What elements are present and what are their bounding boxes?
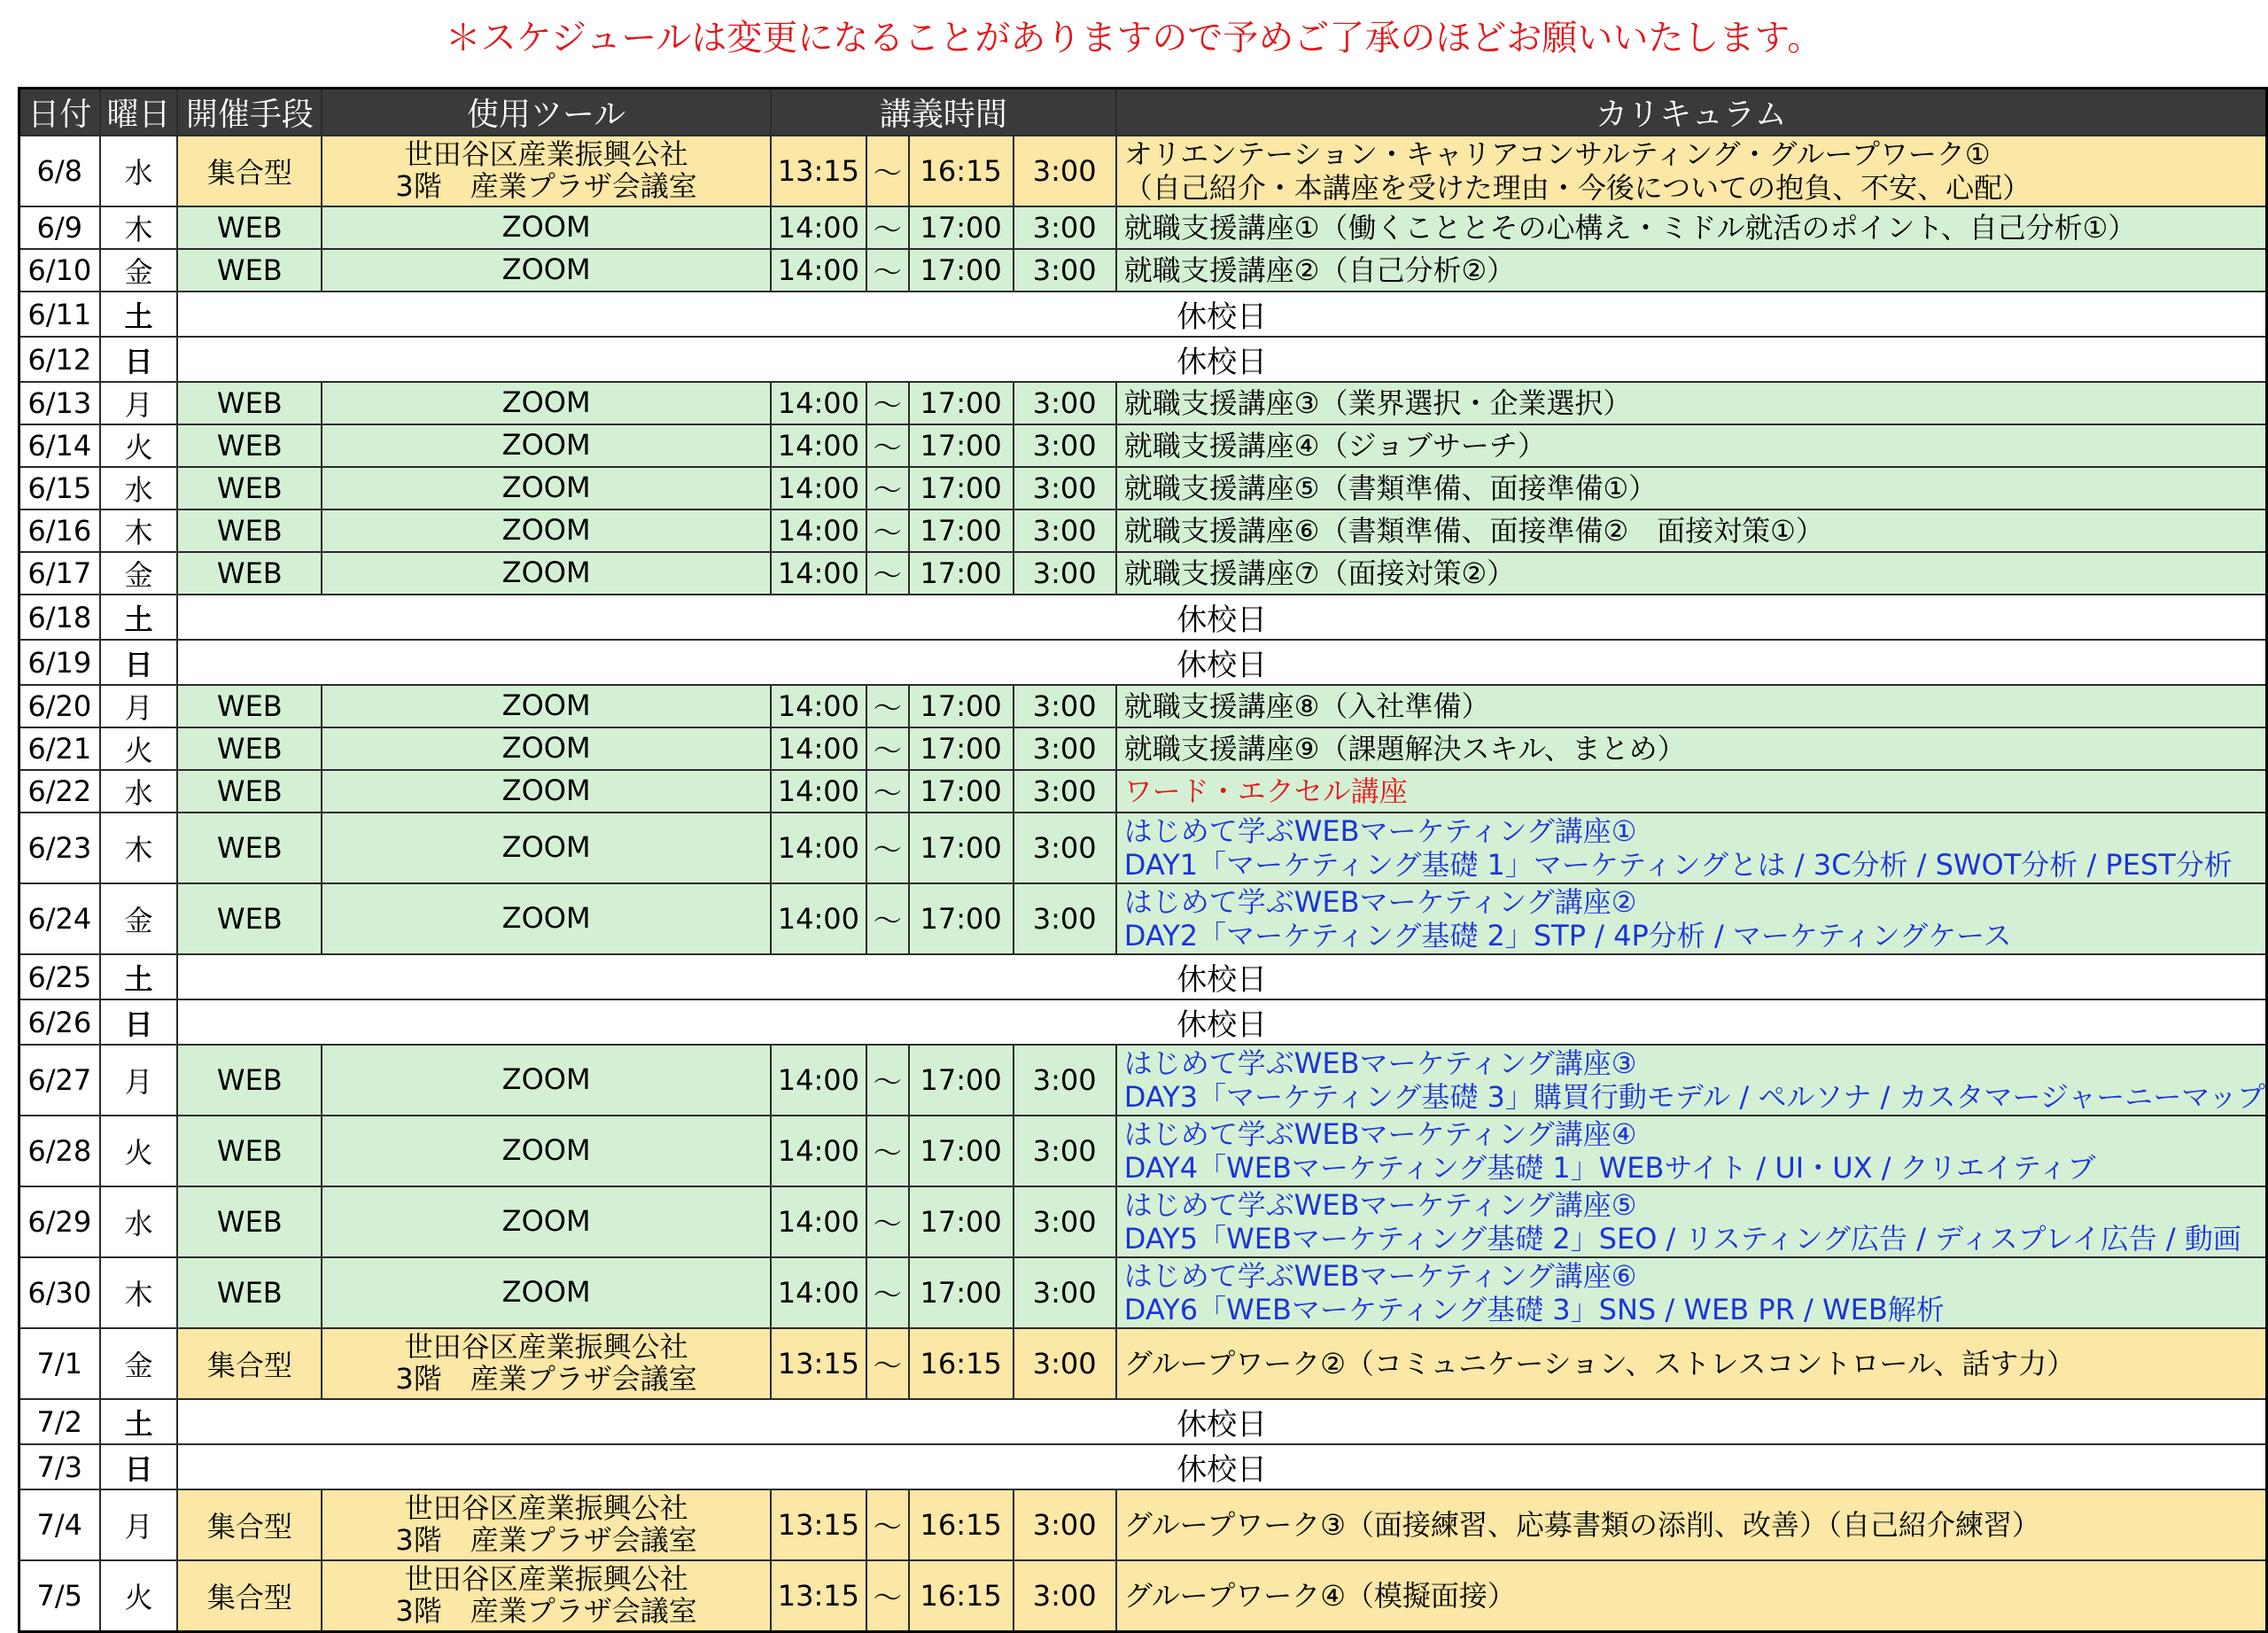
header-mode: 開催手段 bbox=[177, 89, 322, 136]
start-time-cell: 14:00 bbox=[771, 685, 866, 727]
tool-cell bbox=[322, 1257, 771, 1328]
holiday-cell: 休校日 bbox=[177, 292, 2266, 337]
table-row bbox=[19, 954, 2267, 999]
table-header-row bbox=[19, 89, 2267, 136]
weekday-cell: 日 bbox=[100, 999, 178, 1045]
weekday-cell: 水 bbox=[100, 770, 178, 813]
table-row bbox=[19, 685, 2267, 727]
duration-cell: 3:00 bbox=[1014, 509, 1116, 552]
mode-cell: WEB bbox=[177, 467, 322, 509]
date-cell: 6/13 bbox=[19, 382, 100, 424]
tilde-cell: 〜 bbox=[866, 1489, 909, 1560]
weekday-cell: 月 bbox=[100, 382, 178, 424]
start-time-cell: 13:15 bbox=[771, 136, 866, 206]
duration-cell: 3:00 bbox=[1014, 1045, 1116, 1116]
header-dow: 曜日 bbox=[100, 89, 178, 136]
date-cell: 7/3 bbox=[19, 1444, 100, 1489]
end-time-cell: 17:00 bbox=[909, 424, 1014, 467]
weekday-cell: 木 bbox=[100, 509, 178, 552]
table-row bbox=[19, 249, 2267, 292]
holiday-cell: 休校日 bbox=[177, 1399, 2266, 1444]
curriculum-cell bbox=[1116, 1045, 2267, 1116]
date-cell: 6/9 bbox=[19, 206, 100, 249]
curriculum-line: グループワーク②（コミュニケーション、ストレスコントロール、話す力） bbox=[1123, 1346, 2076, 1380]
end-time-cell: 17:00 bbox=[909, 685, 1014, 727]
curriculum-line: DAY1「マーケティング基礎 1」マーケティングとは / 3C分析 / SWOT分析 / PEST分析 bbox=[1123, 848, 2233, 882]
header-tool: 使用ツール bbox=[322, 89, 771, 136]
end-time-cell: 17:00 bbox=[909, 1045, 1014, 1116]
mode-cell: WEB bbox=[177, 883, 322, 954]
holiday-cell: 休校日 bbox=[177, 337, 2266, 382]
tool-cell bbox=[322, 1186, 771, 1257]
tool-line: ZOOM bbox=[501, 513, 591, 548]
date-cell: 6/19 bbox=[19, 640, 100, 685]
duration-cell: 3:00 bbox=[1014, 685, 1116, 727]
tool-line: 世田谷区産業振興公社 bbox=[404, 1561, 688, 1596]
curriculum-line: 就職支援講座⑤（書類準備、面接準備①） bbox=[1123, 470, 1658, 505]
curriculum-cell bbox=[1116, 509, 2267, 552]
start-time-cell: 14:00 bbox=[771, 1257, 866, 1328]
end-time-cell: 17:00 bbox=[909, 1116, 1014, 1186]
curriculum-cell bbox=[1116, 1328, 2267, 1399]
curriculum-line: DAY5「WEBマーケティング基礎 2」SEO / リスティング広告 / ディスプレイ広告 / 動画 bbox=[1123, 1222, 2241, 1256]
date-cell: 6/16 bbox=[19, 509, 100, 552]
tool-line: ZOOM bbox=[501, 1062, 591, 1097]
tool-cell bbox=[322, 727, 771, 770]
start-time-cell: 13:15 bbox=[771, 1489, 866, 1560]
curriculum-line: 就職支援講座⑥（書類準備、面接準備② 面接対策①） bbox=[1123, 513, 1824, 548]
duration-cell: 3:00 bbox=[1014, 382, 1116, 424]
mode-cell: WEB bbox=[177, 770, 322, 813]
curriculum-line: はじめて学ぶWEBマーケティング講座④ bbox=[1123, 1116, 1637, 1151]
mode-cell: 集合型 bbox=[177, 1489, 322, 1560]
table-row bbox=[19, 640, 2267, 685]
date-cell: 7/4 bbox=[19, 1489, 100, 1560]
table-row bbox=[19, 813, 2267, 883]
curriculum-line: 就職支援講座⑨（課題解決スキル、まとめ） bbox=[1123, 731, 1686, 766]
duration-cell: 3:00 bbox=[1014, 1257, 1116, 1328]
date-cell: 6/21 bbox=[19, 727, 100, 770]
tool-cell bbox=[322, 813, 771, 883]
table-row bbox=[19, 727, 2267, 770]
curriculum-line: はじめて学ぶWEBマーケティング講座⑥ bbox=[1123, 1258, 1637, 1293]
curriculum-cell bbox=[1116, 685, 2267, 727]
curriculum-cell bbox=[1116, 883, 2267, 954]
mode-cell: WEB bbox=[177, 1116, 322, 1186]
tool-cell bbox=[322, 552, 771, 595]
schedule-change-notice: ＊スケジュールは変更になることがありますので予めご了承のほどお願いいたします。 bbox=[445, 18, 1823, 58]
duration-cell: 3:00 bbox=[1014, 1328, 1116, 1399]
date-cell: 6/27 bbox=[19, 1045, 100, 1116]
tilde-cell: 〜 bbox=[866, 206, 909, 249]
tilde-cell: 〜 bbox=[866, 813, 909, 883]
curriculum-line: DAY3「マーケティング基礎 3」購買行動モデル / ペルソナ / カスタマージャーニーマップ bbox=[1123, 1080, 2265, 1114]
table-row bbox=[19, 1186, 2267, 1257]
weekday-cell: 金 bbox=[100, 552, 178, 595]
start-time-cell: 14:00 bbox=[771, 883, 866, 954]
tool-cell bbox=[322, 206, 771, 249]
tool-line: ZOOM bbox=[501, 470, 591, 505]
duration-cell: 3:00 bbox=[1014, 136, 1116, 206]
weekday-cell: 土 bbox=[100, 954, 178, 999]
weekday-cell: 金 bbox=[100, 249, 178, 292]
start-time-cell: 14:00 bbox=[771, 382, 866, 424]
weekday-cell: 木 bbox=[100, 813, 178, 883]
curriculum-cell bbox=[1116, 382, 2267, 424]
table-row bbox=[19, 1328, 2267, 1399]
table-row bbox=[19, 1045, 2267, 1116]
tool-line: ZOOM bbox=[501, 901, 591, 936]
duration-cell: 3:00 bbox=[1014, 206, 1116, 249]
tool-cell bbox=[322, 883, 771, 954]
tool-line: ZOOM bbox=[501, 1275, 591, 1310]
tool-line: 3階 産業プラザ会議室 bbox=[395, 1593, 697, 1628]
table-row bbox=[19, 552, 2267, 595]
table-row bbox=[19, 136, 2267, 206]
curriculum-cell bbox=[1116, 727, 2267, 770]
curriculum-cell bbox=[1116, 1489, 2267, 1560]
tool-cell bbox=[322, 136, 771, 206]
curriculum-line: DAY4「WEBマーケティング基礎 1」WEBサイト / UI・UX / クリエイティブ bbox=[1123, 1151, 2096, 1185]
duration-cell: 3:00 bbox=[1014, 467, 1116, 509]
tool-line: 3階 産業プラザ会議室 bbox=[395, 1362, 697, 1396]
date-cell: 6/20 bbox=[19, 685, 100, 727]
tool-cell bbox=[322, 509, 771, 552]
date-cell: 6/11 bbox=[19, 292, 100, 337]
start-time-cell: 14:00 bbox=[771, 552, 866, 595]
mode-cell: WEB bbox=[177, 813, 322, 883]
tool-line: ZOOM bbox=[501, 556, 591, 590]
curriculum-cell bbox=[1116, 1186, 2267, 1257]
curriculum-line: DAY6「WEBマーケティング基礎 3」SNS / WEB PR / WEB解析 bbox=[1123, 1293, 1945, 1326]
tool-cell bbox=[322, 382, 771, 424]
tool-line: ZOOM bbox=[501, 428, 591, 463]
mode-cell: WEB bbox=[177, 552, 322, 595]
mode-cell: WEB bbox=[177, 249, 322, 292]
tool-line: ZOOM bbox=[501, 1204, 591, 1239]
date-cell: 7/2 bbox=[19, 1399, 100, 1444]
tilde-cell: 〜 bbox=[866, 424, 909, 467]
tool-cell bbox=[322, 770, 771, 813]
curriculum-line: グループワーク③（面接練習、応募書類の添削、改善）（自己紹介練習） bbox=[1123, 1507, 2040, 1542]
weekday-cell: 水 bbox=[100, 467, 178, 509]
mode-cell: WEB bbox=[177, 727, 322, 770]
date-cell: 6/28 bbox=[19, 1116, 100, 1186]
end-time-cell: 17:00 bbox=[909, 206, 1014, 249]
tilde-cell: 〜 bbox=[866, 552, 909, 595]
date-cell: 6/23 bbox=[19, 813, 100, 883]
tool-line: ZOOM bbox=[501, 731, 591, 766]
start-time-cell: 14:00 bbox=[771, 813, 866, 883]
header-time: 講義時間 bbox=[771, 89, 1116, 136]
curriculum-line: DAY2「マーケティング基礎 2」STP / 4P分析 / マーケティングケース bbox=[1123, 919, 2012, 953]
table-row bbox=[19, 206, 2267, 249]
date-cell: 6/26 bbox=[19, 999, 100, 1045]
mode-cell: WEB bbox=[177, 1257, 322, 1328]
duration-cell: 3:00 bbox=[1014, 249, 1116, 292]
tool-line: 3階 産業プラザ会議室 bbox=[395, 1523, 697, 1557]
weekday-cell: 土 bbox=[100, 292, 178, 337]
weekday-cell: 月 bbox=[100, 1045, 178, 1116]
tool-cell bbox=[322, 1116, 771, 1186]
start-time-cell: 14:00 bbox=[771, 1045, 866, 1116]
curriculum-line: はじめて学ぶWEBマーケティング講座③ bbox=[1123, 1046, 1637, 1080]
weekday-cell: 日 bbox=[100, 1444, 178, 1489]
mode-cell: WEB bbox=[177, 424, 322, 467]
start-time-cell: 14:00 bbox=[771, 206, 866, 249]
tilde-cell: 〜 bbox=[866, 1328, 909, 1399]
tilde-cell: 〜 bbox=[866, 1560, 909, 1631]
tool-cell bbox=[322, 424, 771, 467]
weekday-cell: 火 bbox=[100, 424, 178, 467]
mode-cell: WEB bbox=[177, 509, 322, 552]
tilde-cell: 〜 bbox=[866, 249, 909, 292]
tool-cell bbox=[322, 467, 771, 509]
start-time-cell: 13:15 bbox=[771, 1328, 866, 1399]
tool-line: ZOOM bbox=[501, 774, 591, 808]
curriculum-cell bbox=[1116, 770, 2267, 813]
tool-line: 3階 産業プラザ会議室 bbox=[395, 169, 697, 203]
curriculum-cell bbox=[1116, 206, 2267, 249]
schedule-body bbox=[19, 136, 2267, 1631]
end-time-cell: 17:00 bbox=[909, 1257, 1014, 1328]
tool-line: 世田谷区産業振興公社 bbox=[404, 1330, 688, 1365]
tilde-cell: 〜 bbox=[866, 136, 909, 206]
start-time-cell: 14:00 bbox=[771, 509, 866, 552]
start-time-cell: 14:00 bbox=[771, 1186, 866, 1257]
curriculum-line: 就職支援講座④（ジョブサーチ） bbox=[1123, 428, 1546, 463]
duration-cell: 3:00 bbox=[1014, 883, 1116, 954]
table-row bbox=[19, 1257, 2267, 1328]
date-cell: 7/5 bbox=[19, 1560, 100, 1631]
mode-cell: WEB bbox=[177, 1045, 322, 1116]
start-time-cell: 14:00 bbox=[771, 770, 866, 813]
date-cell: 6/8 bbox=[19, 136, 100, 206]
weekday-cell: 木 bbox=[100, 1257, 178, 1328]
weekday-cell: 土 bbox=[100, 595, 178, 640]
weekday-cell: 土 bbox=[100, 1399, 178, 1444]
tool-line: ZOOM bbox=[501, 253, 591, 287]
end-time-cell: 16:15 bbox=[909, 136, 1014, 206]
end-time-cell: 17:00 bbox=[909, 770, 1014, 813]
table-row bbox=[19, 337, 2267, 382]
weekday-cell: 水 bbox=[100, 136, 178, 206]
table-row bbox=[19, 883, 2267, 954]
duration-cell: 3:00 bbox=[1014, 727, 1116, 770]
duration-cell: 3:00 bbox=[1014, 1489, 1116, 1560]
duration-cell: 3:00 bbox=[1014, 770, 1116, 813]
curriculum-cell bbox=[1116, 1257, 2267, 1328]
table-row bbox=[19, 1116, 2267, 1186]
date-cell: 6/25 bbox=[19, 954, 100, 999]
end-time-cell: 17:00 bbox=[909, 249, 1014, 292]
date-cell: 6/10 bbox=[19, 249, 100, 292]
table-row bbox=[19, 382, 2267, 424]
duration-cell: 3:00 bbox=[1014, 552, 1116, 595]
weekday-cell: 月 bbox=[100, 1489, 178, 1560]
curriculum-cell bbox=[1116, 552, 2267, 595]
weekday-cell: 火 bbox=[100, 1116, 178, 1186]
start-time-cell: 14:00 bbox=[771, 249, 866, 292]
tool-line: ZOOM bbox=[501, 385, 591, 420]
curriculum-line: はじめて学ぶWEBマーケティング講座① bbox=[1123, 813, 1637, 848]
curriculum-cell bbox=[1116, 1560, 2267, 1631]
mode-cell: 集合型 bbox=[177, 1560, 322, 1631]
tilde-cell: 〜 bbox=[866, 467, 909, 509]
tool-cell bbox=[322, 249, 771, 292]
end-time-cell: 16:15 bbox=[909, 1560, 1014, 1631]
date-cell: 7/1 bbox=[19, 1328, 100, 1399]
date-cell: 6/18 bbox=[19, 595, 100, 640]
duration-cell: 3:00 bbox=[1014, 813, 1116, 883]
curriculum-line: （自己紹介・本講座を受けた理由・今後についての抱負、不安、心配） bbox=[1123, 171, 2031, 205]
table-row bbox=[19, 509, 2267, 552]
tilde-cell: 〜 bbox=[866, 883, 909, 954]
weekday-cell: 水 bbox=[100, 1186, 178, 1257]
schedule-table bbox=[18, 87, 2268, 1633]
tool-cell bbox=[322, 1045, 771, 1116]
curriculum-line: 就職支援講座③（業界選択・企業選択） bbox=[1123, 385, 1632, 420]
tilde-cell: 〜 bbox=[866, 1257, 909, 1328]
curriculum-cell bbox=[1116, 1116, 2267, 1186]
tilde-cell: 〜 bbox=[866, 685, 909, 727]
weekday-cell: 金 bbox=[100, 883, 178, 954]
table-row bbox=[19, 770, 2267, 813]
date-cell: 6/15 bbox=[19, 467, 100, 509]
weekday-cell: 日 bbox=[100, 640, 178, 685]
curriculum-cell bbox=[1116, 249, 2267, 292]
tilde-cell: 〜 bbox=[866, 382, 909, 424]
tilde-cell: 〜 bbox=[866, 1045, 909, 1116]
tool-line: ZOOM bbox=[501, 688, 591, 723]
holiday-cell: 休校日 bbox=[177, 999, 2266, 1045]
date-cell: 6/12 bbox=[19, 337, 100, 382]
table-row bbox=[19, 1560, 2267, 1631]
table-row bbox=[19, 1489, 2267, 1560]
date-cell: 6/17 bbox=[19, 552, 100, 595]
curriculum-line: はじめて学ぶWEBマーケティング講座② bbox=[1123, 884, 1637, 919]
date-cell: 6/24 bbox=[19, 883, 100, 954]
mode-cell: 集合型 bbox=[177, 136, 322, 206]
table-row bbox=[19, 292, 2267, 337]
end-time-cell: 17:00 bbox=[909, 467, 1014, 509]
date-cell: 6/29 bbox=[19, 1186, 100, 1257]
date-cell: 6/30 bbox=[19, 1257, 100, 1328]
start-time-cell: 14:00 bbox=[771, 424, 866, 467]
curriculum-line: はじめて学ぶWEBマーケティング講座⑤ bbox=[1123, 1187, 1637, 1222]
holiday-cell: 休校日 bbox=[177, 640, 2266, 685]
weekday-cell: 金 bbox=[100, 1328, 178, 1399]
mode-cell: WEB bbox=[177, 206, 322, 249]
curriculum-line: 就職支援講座①（働くこととその心構え・ミドル就活のポイント、自己分析①） bbox=[1123, 210, 2137, 245]
curriculum-line: オリエンテーション・キャリアコンサルティング・グループワーク① bbox=[1123, 136, 1991, 171]
end-time-cell: 17:00 bbox=[909, 382, 1014, 424]
tool-line: ZOOM bbox=[501, 830, 591, 865]
table-row bbox=[19, 1399, 2267, 1444]
weekday-cell: 火 bbox=[100, 727, 178, 770]
end-time-cell: 17:00 bbox=[909, 727, 1014, 770]
curriculum-cell bbox=[1116, 813, 2267, 883]
tool-line: ZOOM bbox=[501, 1133, 591, 1168]
tilde-cell: 〜 bbox=[866, 727, 909, 770]
weekday-cell: 月 bbox=[100, 685, 178, 727]
curriculum-cell bbox=[1116, 136, 2267, 206]
holiday-cell: 休校日 bbox=[177, 1444, 2266, 1489]
weekday-cell: 木 bbox=[100, 206, 178, 249]
duration-cell: 3:00 bbox=[1014, 424, 1116, 467]
weekday-cell: 日 bbox=[100, 337, 178, 382]
duration-cell: 3:00 bbox=[1014, 1116, 1116, 1186]
date-cell: 6/14 bbox=[19, 424, 100, 467]
table-row bbox=[19, 999, 2267, 1045]
end-time-cell: 16:15 bbox=[909, 1489, 1014, 1560]
mode-cell: WEB bbox=[177, 382, 322, 424]
date-cell: 6/22 bbox=[19, 770, 100, 813]
duration-cell: 3:00 bbox=[1014, 1186, 1116, 1257]
end-time-cell: 17:00 bbox=[909, 509, 1014, 552]
holiday-cell: 休校日 bbox=[177, 595, 2266, 640]
mode-cell: WEB bbox=[177, 1186, 322, 1257]
curriculum-cell bbox=[1116, 424, 2267, 467]
start-time-cell: 14:00 bbox=[771, 727, 866, 770]
holiday-cell: 休校日 bbox=[177, 954, 2266, 999]
duration-cell: 3:00 bbox=[1014, 1560, 1116, 1631]
end-time-cell: 17:00 bbox=[909, 813, 1014, 883]
table-row bbox=[19, 595, 2267, 640]
start-time-cell: 13:15 bbox=[771, 1560, 866, 1631]
mode-cell: 集合型 bbox=[177, 1328, 322, 1399]
table-row bbox=[19, 1444, 2267, 1489]
end-time-cell: 17:00 bbox=[909, 1186, 1014, 1257]
tool-cell bbox=[322, 1328, 771, 1399]
header-date: 日付 bbox=[19, 89, 100, 136]
tool-cell bbox=[322, 1489, 771, 1560]
start-time-cell: 14:00 bbox=[771, 467, 866, 509]
tool-line: 世田谷区産業振興公社 bbox=[404, 137, 688, 172]
tilde-cell: 〜 bbox=[866, 1186, 909, 1257]
curriculum-line: 就職支援講座②（自己分析②） bbox=[1123, 253, 1516, 287]
table-row bbox=[19, 424, 2267, 467]
curriculum-line: グループワーク④（模擬面接） bbox=[1123, 1578, 1516, 1613]
tilde-cell: 〜 bbox=[866, 770, 909, 813]
tool-line: 世田谷区産業振興公社 bbox=[404, 1491, 688, 1526]
end-time-cell: 16:15 bbox=[909, 1328, 1014, 1399]
end-time-cell: 17:00 bbox=[909, 552, 1014, 595]
curriculum-line: 就職支援講座⑧（入社準備） bbox=[1123, 688, 1490, 723]
curriculum-line: 就職支援講座⑦（面接対策②） bbox=[1123, 556, 1516, 590]
mode-cell: WEB bbox=[177, 685, 322, 727]
weekday-cell: 火 bbox=[100, 1560, 178, 1631]
tool-cell bbox=[322, 1560, 771, 1631]
tilde-cell: 〜 bbox=[866, 509, 909, 552]
start-time-cell: 14:00 bbox=[771, 1116, 866, 1186]
header-curriculum: カリキュラム bbox=[1116, 89, 2267, 136]
end-time-cell: 17:00 bbox=[909, 883, 1014, 954]
curriculum-cell bbox=[1116, 467, 2267, 509]
tool-line: ZOOM bbox=[501, 210, 591, 245]
curriculum-line: ワード・エクセル講座 bbox=[1123, 774, 1408, 808]
tilde-cell: 〜 bbox=[866, 1116, 909, 1186]
table-row bbox=[19, 467, 2267, 509]
tool-cell bbox=[322, 685, 771, 727]
